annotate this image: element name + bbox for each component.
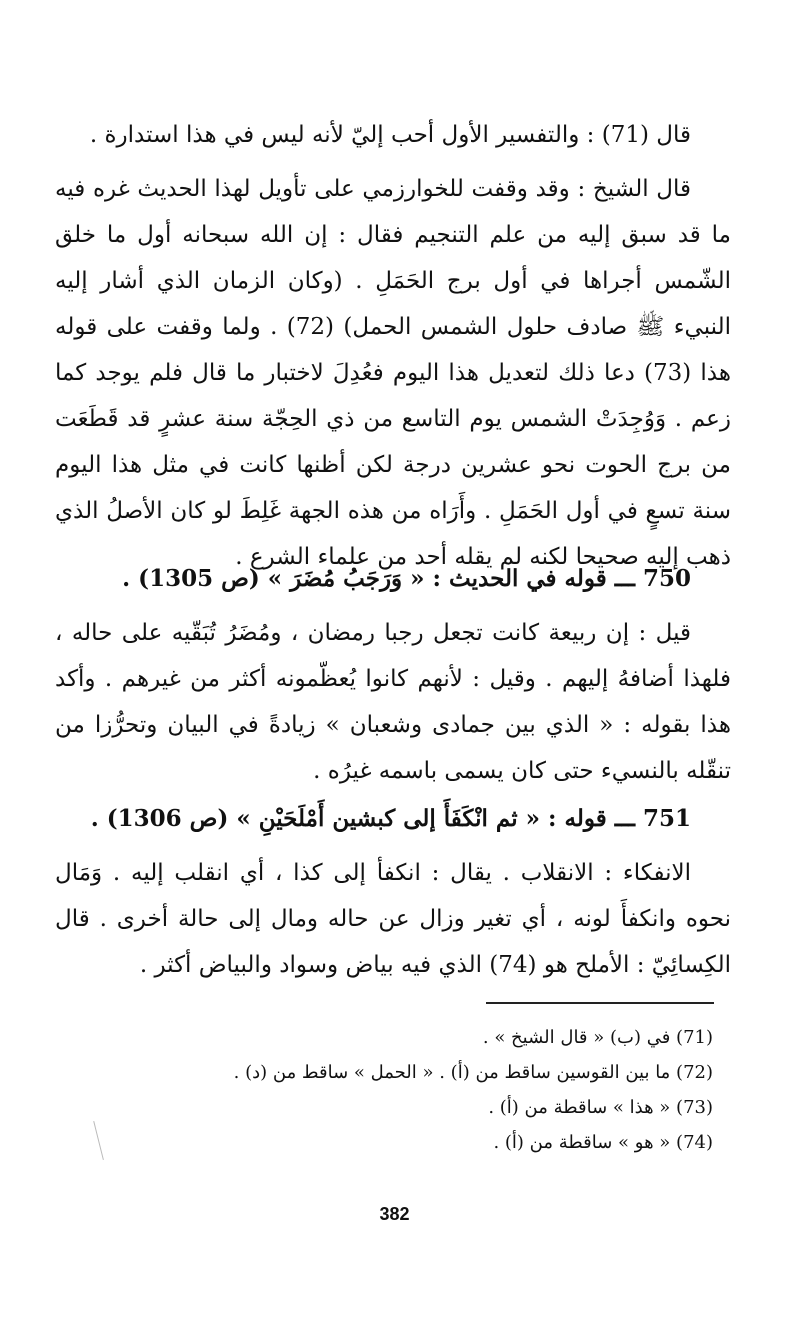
footnote-72: (72) ما بين القوسين ساقط من (أ) . « الحمل » ساقط من (د) . [233, 1062, 713, 1083]
page-number: 382 [379, 1204, 410, 1224]
entry-heading-751: 751 ـــ قوله : « ثم انْكَفَأَ إلى كبشين أَمْلَحَيْنِ » (ص 1306) . [90, 805, 691, 832]
paragraph-rajab: قيل : إن ربيعة كانت تجعل رجبا رمضان ، ومُضَرُ تُبَقّيه على حاله ، فلهذا أضافهُ إليهم . وقيل : لأنهم كانوا يُعظّمونه أكثر من غيرهم . وأكد هذا بقوله : « الذي بين جمادى وشعبان » زيادةً في البيان وتحرُّزا من تنقّله بالنسيء حتى كان يسمى باسمه غيرُه . [55, 620, 731, 784]
paragraph-intro: قال (71) : والتفسير الأول أحب إليّ لأنه ليس في هذا استدارة . [89, 122, 691, 148]
paragraph-inkifa: الانفكاء : الانقلاب . يقال : انكفأ إلى كذا ، أي انقلب إليه . وَمَال نحوه وانكفأَ لونه ، أي تغير وزال عن حاله ومال إلى حالة أخرى . قال الكِسائِيّ : الأملح هو (74) الذي فيه بياض وسواد والبياض أكثر . [55, 860, 731, 978]
paragraph-khwarizmi: قال الشيخ : وقد وقفت للخوارزمي على تأويل لهذا الحديث غره فيه ما قد سبق إليه من علم التنجيم فقال : إن الله سبحانه أول ما خلق الشّمس أجراها في أول برج الحَمَلِ . (وكان الزمان الذي أشار إليه النبيء ﷺ صادف حلول الشمس الحمل) (72) . ولما وقفت على قوله هذا (73) دعا ذلك لتعديل هذا اليوم فعُدِلَ لاختبار ما قال فلم يوجد كما زعم . وَوُجِدَتْ الشمس يوم التاسع من ذي الحِجّة سنة عشرٍ قد قَطَعَت من برج الحوت نحو عشرين درجة لكن أظنها كانت في مثل هذا اليوم سنة تسعٍ في أول الحَمَلِ . وأَرَاه من هذه الجهة غَلِطَ لو كان الأصلُ الذي ذهب إليه صحيحا لكنه لم يقله أحد من علماء الشرع . [55, 176, 731, 570]
footnote-list [73, 1020, 713, 1160]
entry-heading-750: 750 ـــ قوله في الحديث : « وَرَجَبُ مُضَرَ » (ص 1305) . [122, 565, 691, 592]
footnote-71: (71) في (ب) « قال الشيخ » . [482, 1027, 713, 1048]
footnote-divider [486, 1002, 714, 1004]
footnote-73: (73) « هذا » ساقطة من (أ) . [488, 1097, 713, 1118]
footnote-74: (74) « هو » ساقطة من (أ) . [493, 1132, 713, 1153]
